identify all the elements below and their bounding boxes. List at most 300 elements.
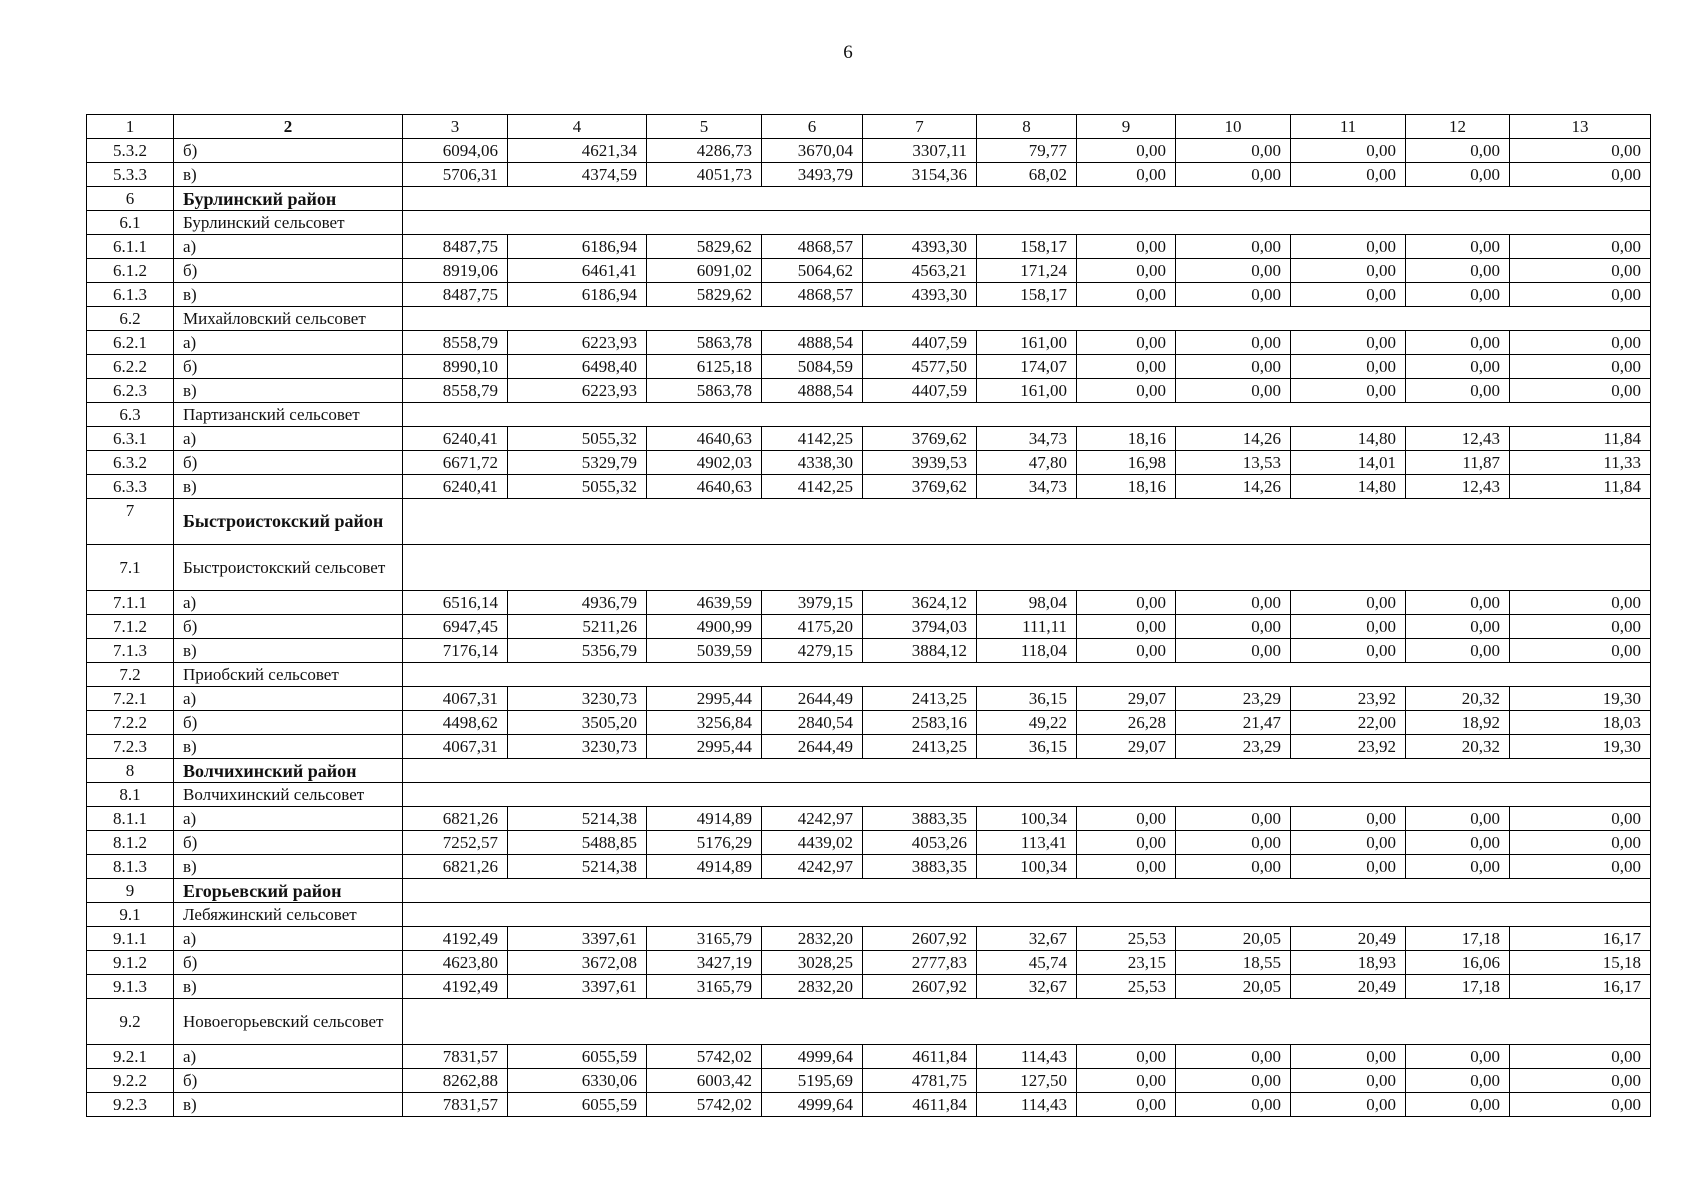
value-cell-col-12: 0,00 — [1406, 355, 1510, 379]
value-cell-col-9: 0,00 — [1077, 139, 1176, 163]
value-cell-col-7: 2413,25 — [863, 687, 977, 711]
value-cell-col-10: 0,00 — [1176, 259, 1291, 283]
value-cell-col-13: 19,30 — [1510, 735, 1651, 759]
value-cell-col-7: 4577,50 — [863, 355, 977, 379]
column-header-13: 13 — [1510, 115, 1651, 139]
row-code: 7.2.1 — [87, 687, 174, 711]
row-variant-label: б) — [174, 259, 403, 283]
value-cell-col-6: 2832,20 — [762, 975, 863, 999]
value-cell-col-5: 5863,78 — [647, 379, 762, 403]
value-cell-col-7: 3769,62 — [863, 427, 977, 451]
value-cell-col-6: 3028,25 — [762, 951, 863, 975]
value-cell-col-5: 6125,18 — [647, 355, 762, 379]
value-cell-col-12: 0,00 — [1406, 855, 1510, 879]
value-cell-col-13: 16,17 — [1510, 975, 1651, 999]
value-cell-col-10: 23,29 — [1176, 687, 1291, 711]
value-cell-col-11: 14,80 — [1291, 475, 1406, 499]
table-row — [87, 1045, 1651, 1069]
table-row — [87, 163, 1651, 187]
value-cell-col-12: 0,00 — [1406, 235, 1510, 259]
value-cell-col-8: 158,17 — [977, 283, 1077, 307]
row-variant-label: в) — [174, 283, 403, 307]
value-cell-col-3: 8919,06 — [403, 259, 508, 283]
row-variant-label: а) — [174, 807, 403, 831]
district-name: Быстроистокский район — [174, 499, 403, 545]
table-row — [87, 735, 1651, 759]
value-cell-col-11: 0,00 — [1291, 355, 1406, 379]
value-cell-col-6: 4242,97 — [762, 855, 863, 879]
value-cell-col-8: 45,74 — [977, 951, 1077, 975]
row-code: 6.2.3 — [87, 379, 174, 403]
value-cell-col-4: 6055,59 — [508, 1045, 647, 1069]
row-code: 9.1 — [87, 903, 174, 927]
row-variant-label: в) — [174, 475, 403, 499]
value-cell-col-6: 5195,69 — [762, 1069, 863, 1093]
value-cell-col-11: 0,00 — [1291, 331, 1406, 355]
header-row — [87, 115, 1651, 139]
value-cell-col-12: 16,06 — [1406, 951, 1510, 975]
value-cell-col-4: 5356,79 — [508, 639, 647, 663]
value-cell-col-8: 34,73 — [977, 475, 1077, 499]
value-cell-col-9: 0,00 — [1077, 283, 1176, 307]
council-row — [87, 211, 1651, 235]
value-cell-col-3: 4067,31 — [403, 687, 508, 711]
row-variant-label: б) — [174, 451, 403, 475]
tariff-table — [86, 114, 1651, 1117]
value-cell-col-12: 0,00 — [1406, 331, 1510, 355]
value-cell-col-8: 114,43 — [977, 1093, 1077, 1117]
value-cell-col-7: 2777,83 — [863, 951, 977, 975]
value-cell-col-9: 25,53 — [1077, 927, 1176, 951]
value-cell-col-7: 3307,11 — [863, 139, 977, 163]
column-header-3: 3 — [403, 115, 508, 139]
value-cell-col-9: 0,00 — [1077, 331, 1176, 355]
value-cell-col-13: 0,00 — [1510, 831, 1651, 855]
empty-span-cell — [403, 999, 1651, 1045]
row-variant-label: в) — [174, 379, 403, 403]
row-code: 8.1.1 — [87, 807, 174, 831]
value-cell-col-3: 6947,45 — [403, 615, 508, 639]
row-code: 7 — [87, 499, 174, 545]
value-cell-col-10: 20,05 — [1176, 975, 1291, 999]
row-variant-label: а) — [174, 927, 403, 951]
council-row — [87, 545, 1651, 591]
value-cell-col-10: 0,00 — [1176, 855, 1291, 879]
value-cell-col-13: 11,84 — [1510, 427, 1651, 451]
value-cell-col-11: 0,00 — [1291, 807, 1406, 831]
row-variant-label: в) — [174, 735, 403, 759]
value-cell-col-7: 2607,92 — [863, 927, 977, 951]
council-row — [87, 307, 1651, 331]
value-cell-col-10: 0,00 — [1176, 331, 1291, 355]
value-cell-col-10: 14,26 — [1176, 427, 1291, 451]
row-code: 5.3.3 — [87, 163, 174, 187]
value-cell-col-6: 4888,54 — [762, 331, 863, 355]
row-variant-label: а) — [174, 687, 403, 711]
value-cell-col-3: 8558,79 — [403, 379, 508, 403]
value-cell-col-7: 4781,75 — [863, 1069, 977, 1093]
value-cell-col-10: 13,53 — [1176, 451, 1291, 475]
value-cell-col-4: 6223,93 — [508, 331, 647, 355]
empty-span-cell — [403, 187, 1651, 211]
table-row — [87, 451, 1651, 475]
row-code: 8 — [87, 759, 174, 783]
row-variant-label: а) — [174, 1045, 403, 1069]
value-cell-col-5: 5829,62 — [647, 235, 762, 259]
council-name: Быстроистокский сельсовет — [174, 545, 403, 591]
table-row — [87, 975, 1651, 999]
value-cell-col-12: 18,92 — [1406, 711, 1510, 735]
value-cell-col-5: 3165,79 — [647, 927, 762, 951]
value-cell-col-13: 0,00 — [1510, 163, 1651, 187]
value-cell-col-11: 22,00 — [1291, 711, 1406, 735]
value-cell-col-8: 100,34 — [977, 855, 1077, 879]
column-header-7: 7 — [863, 115, 977, 139]
value-cell-col-4: 5214,38 — [508, 807, 647, 831]
value-cell-col-8: 171,24 — [977, 259, 1077, 283]
value-cell-col-11: 0,00 — [1291, 1069, 1406, 1093]
value-cell-col-12: 0,00 — [1406, 379, 1510, 403]
value-cell-col-10: 0,00 — [1176, 283, 1291, 307]
value-cell-col-9: 0,00 — [1077, 1045, 1176, 1069]
value-cell-col-4: 5055,32 — [508, 427, 647, 451]
value-cell-col-10: 23,29 — [1176, 735, 1291, 759]
row-code: 6.3.2 — [87, 451, 174, 475]
value-cell-col-12: 17,18 — [1406, 927, 1510, 951]
value-cell-col-9: 0,00 — [1077, 1069, 1176, 1093]
value-cell-col-13: 0,00 — [1510, 379, 1651, 403]
value-cell-col-7: 3883,35 — [863, 807, 977, 831]
district-name: Егорьевский район — [174, 879, 403, 903]
page-number: 6 — [843, 42, 853, 63]
row-variant-label: а) — [174, 591, 403, 615]
value-cell-col-5: 4640,63 — [647, 475, 762, 499]
district-row — [87, 499, 1651, 545]
row-code: 9.2.2 — [87, 1069, 174, 1093]
table-row — [87, 1069, 1651, 1093]
council-name: Новоегорьевский сельсовет — [174, 999, 403, 1045]
row-code: 6.3 — [87, 403, 174, 427]
value-cell-col-13: 0,00 — [1510, 1069, 1651, 1093]
value-cell-col-3: 6516,14 — [403, 591, 508, 615]
value-cell-col-3: 8487,75 — [403, 283, 508, 307]
value-cell-col-12: 0,00 — [1406, 139, 1510, 163]
value-cell-col-6: 4888,54 — [762, 379, 863, 403]
row-code: 8.1.3 — [87, 855, 174, 879]
value-cell-col-5: 5176,29 — [647, 831, 762, 855]
value-cell-col-6: 5084,59 — [762, 355, 863, 379]
value-cell-col-12: 0,00 — [1406, 591, 1510, 615]
value-cell-col-4: 5329,79 — [508, 451, 647, 475]
value-cell-col-10: 0,00 — [1176, 1093, 1291, 1117]
value-cell-col-5: 5863,78 — [647, 331, 762, 355]
value-cell-col-11: 20,49 — [1291, 927, 1406, 951]
row-variant-label: в) — [174, 855, 403, 879]
value-cell-col-4: 3505,20 — [508, 711, 647, 735]
value-cell-col-7: 4407,59 — [863, 379, 977, 403]
value-cell-col-10: 0,00 — [1176, 139, 1291, 163]
value-cell-col-6: 4142,25 — [762, 475, 863, 499]
row-variant-label: б) — [174, 615, 403, 639]
value-cell-col-9: 0,00 — [1077, 807, 1176, 831]
council-row — [87, 903, 1651, 927]
value-cell-col-4: 6186,94 — [508, 283, 647, 307]
value-cell-col-3: 6094,06 — [403, 139, 508, 163]
value-cell-col-8: 111,11 — [977, 615, 1077, 639]
value-cell-col-9: 29,07 — [1077, 735, 1176, 759]
column-header-2: 2 — [174, 115, 403, 139]
district-name: Бурлинский район — [174, 187, 403, 211]
value-cell-col-6: 3493,79 — [762, 163, 863, 187]
table-row — [87, 139, 1651, 163]
empty-span-cell — [403, 211, 1651, 235]
value-cell-col-4: 6055,59 — [508, 1093, 647, 1117]
value-cell-col-11: 0,00 — [1291, 259, 1406, 283]
value-cell-col-11: 0,00 — [1291, 1093, 1406, 1117]
value-cell-col-13: 0,00 — [1510, 259, 1651, 283]
value-cell-col-7: 3794,03 — [863, 615, 977, 639]
value-cell-col-5: 5742,02 — [647, 1093, 762, 1117]
value-cell-col-9: 18,16 — [1077, 475, 1176, 499]
value-cell-col-7: 2607,92 — [863, 975, 977, 999]
value-cell-col-12: 0,00 — [1406, 1045, 1510, 1069]
value-cell-col-6: 3979,15 — [762, 591, 863, 615]
value-cell-col-9: 18,16 — [1077, 427, 1176, 451]
value-cell-col-13: 0,00 — [1510, 139, 1651, 163]
row-code: 6.2.2 — [87, 355, 174, 379]
value-cell-col-11: 0,00 — [1291, 1045, 1406, 1069]
value-cell-col-5: 4640,63 — [647, 427, 762, 451]
value-cell-col-13: 16,17 — [1510, 927, 1651, 951]
value-cell-col-9: 23,15 — [1077, 951, 1176, 975]
table-row — [87, 355, 1651, 379]
value-cell-col-7: 4563,21 — [863, 259, 977, 283]
row-code: 7.1 — [87, 545, 174, 591]
value-cell-col-10: 0,00 — [1176, 163, 1291, 187]
council-name: Партизанский сельсовет — [174, 403, 403, 427]
empty-span-cell — [403, 783, 1651, 807]
table-row — [87, 475, 1651, 499]
council-row — [87, 999, 1651, 1045]
row-variant-label: б) — [174, 1069, 403, 1093]
row-code: 9 — [87, 879, 174, 903]
value-cell-col-7: 4407,59 — [863, 331, 977, 355]
district-name: Волчихинский район — [174, 759, 403, 783]
value-cell-col-4: 3397,61 — [508, 927, 647, 951]
value-cell-col-8: 49,22 — [977, 711, 1077, 735]
council-name: Бурлинский сельсовет — [174, 211, 403, 235]
value-cell-col-11: 0,00 — [1291, 379, 1406, 403]
value-cell-col-9: 0,00 — [1077, 259, 1176, 283]
value-cell-col-9: 0,00 — [1077, 855, 1176, 879]
row-code: 7.1.2 — [87, 615, 174, 639]
value-cell-col-10: 0,00 — [1176, 591, 1291, 615]
empty-span-cell — [403, 403, 1651, 427]
value-cell-col-10: 21,47 — [1176, 711, 1291, 735]
value-cell-col-3: 6821,26 — [403, 855, 508, 879]
value-cell-col-11: 0,00 — [1291, 615, 1406, 639]
value-cell-col-12: 0,00 — [1406, 831, 1510, 855]
table-row — [87, 259, 1651, 283]
value-cell-col-3: 7252,57 — [403, 831, 508, 855]
value-cell-col-8: 127,50 — [977, 1069, 1077, 1093]
value-cell-col-6: 2832,20 — [762, 927, 863, 951]
column-header-10: 10 — [1176, 115, 1291, 139]
value-cell-col-8: 113,41 — [977, 831, 1077, 855]
table-row — [87, 615, 1651, 639]
value-cell-col-3: 6821,26 — [403, 807, 508, 831]
value-cell-col-6: 4868,57 — [762, 283, 863, 307]
row-code: 5.3.2 — [87, 139, 174, 163]
empty-span-cell — [403, 307, 1651, 331]
value-cell-col-7: 2583,16 — [863, 711, 977, 735]
value-cell-col-8: 68,02 — [977, 163, 1077, 187]
row-code: 7.1.3 — [87, 639, 174, 663]
value-cell-col-4: 5488,85 — [508, 831, 647, 855]
value-cell-col-10: 0,00 — [1176, 355, 1291, 379]
value-cell-col-7: 3939,53 — [863, 451, 977, 475]
value-cell-col-10: 0,00 — [1176, 235, 1291, 259]
value-cell-col-11: 0,00 — [1291, 163, 1406, 187]
value-cell-col-12: 20,32 — [1406, 687, 1510, 711]
value-cell-col-6: 5064,62 — [762, 259, 863, 283]
row-variant-label: а) — [174, 235, 403, 259]
value-cell-col-7: 4393,30 — [863, 235, 977, 259]
value-cell-col-8: 161,00 — [977, 331, 1077, 355]
district-row — [87, 759, 1651, 783]
value-cell-col-13: 0,00 — [1510, 283, 1651, 307]
value-cell-col-12: 0,00 — [1406, 1093, 1510, 1117]
value-cell-col-3: 8558,79 — [403, 331, 508, 355]
value-cell-col-3: 7831,57 — [403, 1045, 508, 1069]
value-cell-col-9: 29,07 — [1077, 687, 1176, 711]
value-cell-col-8: 32,67 — [977, 975, 1077, 999]
value-cell-col-4: 6461,41 — [508, 259, 647, 283]
value-cell-col-7: 4611,84 — [863, 1093, 977, 1117]
table-row — [87, 855, 1651, 879]
value-cell-col-4: 6223,93 — [508, 379, 647, 403]
value-cell-col-11: 0,00 — [1291, 235, 1406, 259]
value-cell-col-8: 34,73 — [977, 427, 1077, 451]
empty-span-cell — [403, 879, 1651, 903]
row-code: 6.3.1 — [87, 427, 174, 451]
value-cell-col-7: 3624,12 — [863, 591, 977, 615]
value-cell-col-3: 6671,72 — [403, 451, 508, 475]
row-variant-label: б) — [174, 951, 403, 975]
value-cell-col-11: 23,92 — [1291, 735, 1406, 759]
value-cell-col-13: 0,00 — [1510, 331, 1651, 355]
row-variant-label: б) — [174, 711, 403, 735]
value-cell-col-13: 19,30 — [1510, 687, 1651, 711]
value-cell-col-6: 3670,04 — [762, 139, 863, 163]
table-row — [87, 331, 1651, 355]
row-variant-label: а) — [174, 331, 403, 355]
value-cell-col-13: 0,00 — [1510, 855, 1651, 879]
value-cell-col-3: 7176,14 — [403, 639, 508, 663]
row-code: 6 — [87, 187, 174, 211]
value-cell-col-8: 36,15 — [977, 687, 1077, 711]
value-cell-col-6: 4338,30 — [762, 451, 863, 475]
row-code: 8.1.2 — [87, 831, 174, 855]
row-code: 9.1.2 — [87, 951, 174, 975]
column-header-9: 9 — [1077, 115, 1176, 139]
value-cell-col-6: 4279,15 — [762, 639, 863, 663]
value-cell-col-10: 14,26 — [1176, 475, 1291, 499]
value-cell-col-10: 0,00 — [1176, 1045, 1291, 1069]
value-cell-col-8: 98,04 — [977, 591, 1077, 615]
value-cell-col-9: 0,00 — [1077, 831, 1176, 855]
row-variant-label: в) — [174, 1093, 403, 1117]
value-cell-col-9: 0,00 — [1077, 1093, 1176, 1117]
row-code: 7.2.2 — [87, 711, 174, 735]
council-name: Волчихинский сельсовет — [174, 783, 403, 807]
row-code: 9.2.3 — [87, 1093, 174, 1117]
value-cell-col-3: 4192,49 — [403, 975, 508, 999]
value-cell-col-11: 20,49 — [1291, 975, 1406, 999]
table-row — [87, 639, 1651, 663]
value-cell-col-3: 6240,41 — [403, 427, 508, 451]
table-row — [87, 1093, 1651, 1117]
empty-span-cell — [403, 663, 1651, 687]
row-variant-label: б) — [174, 355, 403, 379]
row-code: 7.2.3 — [87, 735, 174, 759]
value-cell-col-3: 5706,31 — [403, 163, 508, 187]
value-cell-col-13: 0,00 — [1510, 355, 1651, 379]
row-code: 9.1.3 — [87, 975, 174, 999]
empty-span-cell — [403, 545, 1651, 591]
value-cell-col-7: 4393,30 — [863, 283, 977, 307]
value-cell-col-9: 0,00 — [1077, 615, 1176, 639]
value-cell-col-12: 0,00 — [1406, 807, 1510, 831]
value-cell-col-9: 0,00 — [1077, 379, 1176, 403]
council-row — [87, 783, 1651, 807]
value-cell-col-7: 3884,12 — [863, 639, 977, 663]
empty-span-cell — [403, 903, 1651, 927]
column-header-11: 11 — [1291, 115, 1406, 139]
value-cell-col-6: 4242,97 — [762, 807, 863, 831]
row-code: 6.1.1 — [87, 235, 174, 259]
value-cell-col-11: 14,01 — [1291, 451, 1406, 475]
value-cell-col-11: 23,92 — [1291, 687, 1406, 711]
value-cell-col-5: 3427,19 — [647, 951, 762, 975]
column-header-6: 6 — [762, 115, 863, 139]
value-cell-col-10: 18,55 — [1176, 951, 1291, 975]
row-variant-label: а) — [174, 427, 403, 451]
value-cell-col-6: 4142,25 — [762, 427, 863, 451]
council-row — [87, 403, 1651, 427]
row-code: 7.1.1 — [87, 591, 174, 615]
row-code: 6.1.2 — [87, 259, 174, 283]
value-cell-col-4: 5214,38 — [508, 855, 647, 879]
row-code: 6.1 — [87, 211, 174, 235]
value-cell-col-11: 14,80 — [1291, 427, 1406, 451]
value-cell-col-6: 4175,20 — [762, 615, 863, 639]
value-cell-col-13: 0,00 — [1510, 807, 1651, 831]
value-cell-col-4: 3397,61 — [508, 975, 647, 999]
district-row — [87, 187, 1651, 211]
value-cell-col-13: 0,00 — [1510, 591, 1651, 615]
table-row — [87, 711, 1651, 735]
value-cell-col-9: 26,28 — [1077, 711, 1176, 735]
column-header-8: 8 — [977, 115, 1077, 139]
value-cell-col-5: 3165,79 — [647, 975, 762, 999]
value-cell-col-10: 0,00 — [1176, 639, 1291, 663]
value-cell-col-5: 5829,62 — [647, 283, 762, 307]
value-cell-col-13: 0,00 — [1510, 235, 1651, 259]
value-cell-col-10: 0,00 — [1176, 379, 1291, 403]
value-cell-col-3: 8487,75 — [403, 235, 508, 259]
value-cell-col-12: 20,32 — [1406, 735, 1510, 759]
